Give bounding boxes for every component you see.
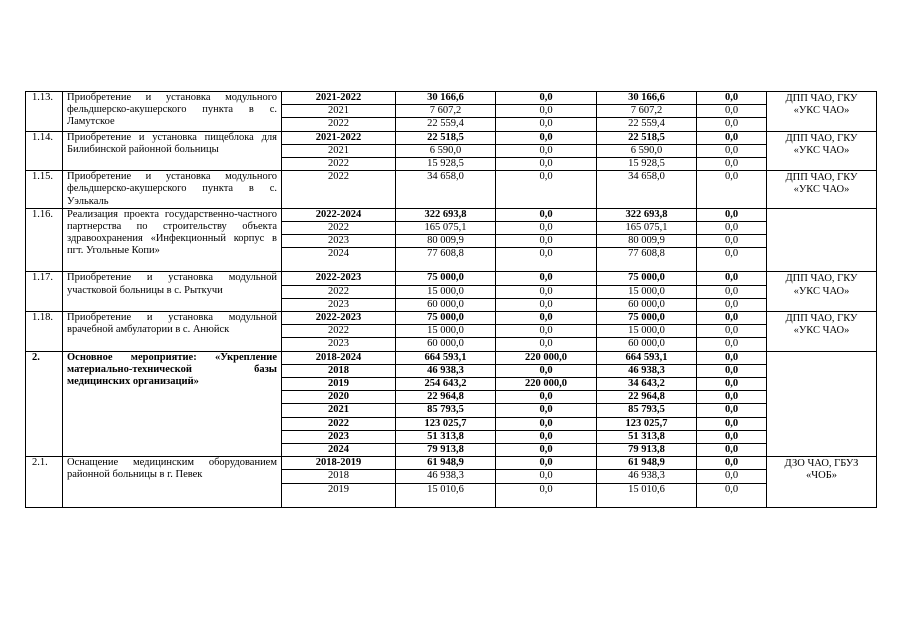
local-budget-cell: 0,0 xyxy=(697,483,767,507)
local-budget-cell: 0,0 xyxy=(697,285,767,298)
period-cell: 2019 xyxy=(282,378,396,391)
federal-budget-cell: 0,0 xyxy=(496,171,597,209)
regional-budget-cell: 6 590,0 xyxy=(597,144,697,157)
total-cell: 6 590,0 xyxy=(396,144,496,157)
total-cell: 15 000,0 xyxy=(396,325,496,338)
total-cell: 80 009,9 xyxy=(396,235,496,248)
table-row xyxy=(26,312,877,325)
period-cell: 2021-2022 xyxy=(282,131,396,144)
federal-budget-cell: 0,0 xyxy=(496,285,597,298)
total-cell: 77 608,8 xyxy=(396,248,496,272)
responsible-executor: ДПП ЧАО, ГКУ «УКС ЧАО» xyxy=(767,312,877,352)
total-cell: 15 010,6 xyxy=(396,483,496,507)
responsible-executor xyxy=(767,351,877,457)
local-budget-cell: 0,0 xyxy=(697,298,767,311)
regional-budget-cell: 322 693,8 xyxy=(597,208,697,221)
item-number: 1.13. xyxy=(26,92,63,132)
local-budget-cell: 0,0 xyxy=(697,378,767,391)
federal-budget-cell: 0,0 xyxy=(496,391,597,404)
regional-budget-cell: 85 793,5 xyxy=(597,404,697,417)
program-funding-table xyxy=(25,91,877,508)
regional-budget-cell: 60 000,0 xyxy=(597,338,697,351)
regional-budget-cell: 22 518,5 xyxy=(597,131,697,144)
total-cell: 22 518,5 xyxy=(396,131,496,144)
item-number: 1.17. xyxy=(26,272,63,312)
total-cell: 75 000,0 xyxy=(396,312,496,325)
total-cell: 60 000,0 xyxy=(396,338,496,351)
regional-budget-cell: 123 025,7 xyxy=(597,417,697,430)
federal-budget-cell: 220 000,0 xyxy=(496,351,597,364)
local-budget-cell: 0,0 xyxy=(697,158,767,171)
regional-budget-cell: 30 166,6 xyxy=(597,92,697,105)
period-cell: 2022 xyxy=(282,417,396,430)
responsible-executor: ДПП ЧАО, ГКУ «УКС ЧАО» xyxy=(767,272,877,312)
federal-budget-cell: 0,0 xyxy=(496,118,597,131)
period-cell: 2022 xyxy=(282,158,396,171)
federal-budget-cell: 0,0 xyxy=(496,158,597,171)
item-description: Приобретение и установка модульной врачебной амбулатории в с. Анюйск xyxy=(63,312,282,352)
regional-budget-cell: 46 938,3 xyxy=(597,364,697,377)
responsible-executor: ДПП ЧАО, ГКУ «УКС ЧАО» xyxy=(767,131,877,171)
item-description: Приобретение и установка пищеблока для Билибинской районной больницы xyxy=(63,131,282,171)
federal-budget-cell: 0,0 xyxy=(496,208,597,221)
table-row xyxy=(26,457,877,470)
regional-budget-cell: 61 948,9 xyxy=(597,457,697,470)
local-budget-cell: 0,0 xyxy=(697,338,767,351)
regional-budget-cell: 34 643,2 xyxy=(597,378,697,391)
responsible-executor: ДПП ЧАО, ГКУ «УКС ЧАО» xyxy=(767,171,877,209)
regional-budget-cell: 7 607,2 xyxy=(597,105,697,118)
regional-budget-cell: 15 000,0 xyxy=(597,285,697,298)
federal-budget-cell: 0,0 xyxy=(496,312,597,325)
federal-budget-cell: 0,0 xyxy=(496,470,597,483)
period-cell: 2022-2023 xyxy=(282,272,396,285)
local-budget-cell: 0,0 xyxy=(697,417,767,430)
period-cell: 2024 xyxy=(282,248,396,272)
total-cell: 30 166,6 xyxy=(396,92,496,105)
period-cell: 2022 xyxy=(282,285,396,298)
item-description: Приобретение и установка модульного фельдшерско-акушерского пункта в с. Ламутское xyxy=(63,92,282,132)
federal-budget-cell: 0,0 xyxy=(496,144,597,157)
item-description: Реализация проекта государственно-частного партнерства по строительству объекта здравоохранения «Инфекционный корпус в пгт. Угольные Копи» xyxy=(63,208,282,272)
period-cell: 2023 xyxy=(282,338,396,351)
item-number: 1.18. xyxy=(26,312,63,352)
regional-budget-cell: 80 009,9 xyxy=(597,235,697,248)
period-cell: 2022-2023 xyxy=(282,312,396,325)
responsible-executor: ДЗО ЧАО, ГБУЗ «ЧОБ» xyxy=(767,457,877,507)
total-cell: 60 000,0 xyxy=(396,298,496,311)
total-cell: 75 000,0 xyxy=(396,272,496,285)
local-budget-cell: 0,0 xyxy=(697,144,767,157)
local-budget-cell: 0,0 xyxy=(697,235,767,248)
federal-budget-cell: 0,0 xyxy=(496,105,597,118)
local-budget-cell: 0,0 xyxy=(697,325,767,338)
regional-budget-cell: 22 964,8 xyxy=(597,391,697,404)
regional-budget-cell: 75 000,0 xyxy=(597,272,697,285)
total-cell: 165 075,1 xyxy=(396,222,496,235)
federal-budget-cell: 0,0 xyxy=(496,444,597,457)
item-description: Приобретение и установка модульной участковой больницы в с. Рыткучи xyxy=(63,272,282,312)
total-cell: 15 000,0 xyxy=(396,285,496,298)
regional-budget-cell: 15 010,6 xyxy=(597,483,697,507)
total-cell: 61 948,9 xyxy=(396,457,496,470)
regional-budget-cell: 46 938,3 xyxy=(597,470,697,483)
table-row xyxy=(26,131,877,144)
period-cell: 2024 xyxy=(282,444,396,457)
local-budget-cell: 0,0 xyxy=(697,444,767,457)
table-row xyxy=(26,92,877,105)
item-number: 1.15. xyxy=(26,171,63,209)
item-number: 1.16. xyxy=(26,208,63,272)
local-budget-cell: 0,0 xyxy=(697,92,767,105)
federal-budget-cell: 0,0 xyxy=(496,417,597,430)
local-budget-cell: 0,0 xyxy=(697,105,767,118)
total-cell: 51 313,8 xyxy=(396,430,496,443)
period-cell: 2023 xyxy=(282,298,396,311)
local-budget-cell: 0,0 xyxy=(697,391,767,404)
item-description: Приобретение и установка модульного фельдшерско-акушерского пункта в с. Уэлькаль xyxy=(63,171,282,209)
federal-budget-cell: 0,0 xyxy=(496,338,597,351)
total-cell: 22 559,4 xyxy=(396,118,496,131)
item-number: 1.14. xyxy=(26,131,63,171)
period-cell: 2022-2024 xyxy=(282,208,396,221)
federal-budget-cell: 0,0 xyxy=(496,272,597,285)
local-budget-cell: 0,0 xyxy=(697,430,767,443)
period-cell: 2018-2019 xyxy=(282,457,396,470)
regional-budget-cell: 77 608,8 xyxy=(597,248,697,272)
period-cell: 2021 xyxy=(282,144,396,157)
total-cell: 254 643,2 xyxy=(396,378,496,391)
regional-budget-cell: 79 913,8 xyxy=(597,444,697,457)
regional-budget-cell: 22 559,4 xyxy=(597,118,697,131)
total-cell: 34 658,0 xyxy=(396,171,496,209)
item-number: 2. xyxy=(26,351,63,457)
table-row xyxy=(26,351,877,364)
federal-budget-cell: 0,0 xyxy=(496,404,597,417)
regional-budget-cell: 15 928,5 xyxy=(597,158,697,171)
federal-budget-cell: 0,0 xyxy=(496,457,597,470)
local-budget-cell: 0,0 xyxy=(697,364,767,377)
period-cell: 2019 xyxy=(282,483,396,507)
period-cell: 2023 xyxy=(282,235,396,248)
period-cell: 2018 xyxy=(282,364,396,377)
federal-budget-cell: 220 000,0 xyxy=(496,378,597,391)
federal-budget-cell: 0,0 xyxy=(496,483,597,507)
local-budget-cell: 0,0 xyxy=(697,131,767,144)
item-number: 2.1. xyxy=(26,457,63,507)
period-cell: 2018-2024 xyxy=(282,351,396,364)
regional-budget-cell: 15 000,0 xyxy=(597,325,697,338)
total-cell: 123 025,7 xyxy=(396,417,496,430)
table-row xyxy=(26,171,877,209)
period-cell: 2022 xyxy=(282,118,396,131)
federal-budget-cell: 0,0 xyxy=(496,222,597,235)
federal-budget-cell: 0,0 xyxy=(496,235,597,248)
local-budget-cell: 0,0 xyxy=(697,404,767,417)
local-budget-cell: 0,0 xyxy=(697,208,767,221)
period-cell: 2020 xyxy=(282,391,396,404)
total-cell: 322 693,8 xyxy=(396,208,496,221)
responsible-executor: ДПП ЧАО, ГКУ «УКС ЧАО» xyxy=(767,92,877,132)
period-cell: 2021 xyxy=(282,105,396,118)
regional-budget-cell: 75 000,0 xyxy=(597,312,697,325)
total-cell: 664 593,1 xyxy=(396,351,496,364)
item-description: Оснащение медицинским оборудованием районной больницы в г. Певек xyxy=(63,457,282,507)
period-cell: 2021-2022 xyxy=(282,92,396,105)
local-budget-cell: 0,0 xyxy=(697,351,767,364)
federal-budget-cell: 0,0 xyxy=(496,430,597,443)
total-cell: 85 793,5 xyxy=(396,404,496,417)
regional-budget-cell: 34 658,0 xyxy=(597,171,697,209)
regional-budget-cell: 165 075,1 xyxy=(597,222,697,235)
table-row xyxy=(26,272,877,285)
item-description: Основное мероприятие: «Укрепление материально-технической базы медицинских организаций» xyxy=(63,351,282,457)
federal-budget-cell: 0,0 xyxy=(496,364,597,377)
responsible-executor xyxy=(767,208,877,272)
federal-budget-cell: 0,0 xyxy=(496,131,597,144)
period-cell: 2023 xyxy=(282,430,396,443)
local-budget-cell: 0,0 xyxy=(697,312,767,325)
total-cell: 46 938,3 xyxy=(396,470,496,483)
regional-budget-cell: 664 593,1 xyxy=(597,351,697,364)
local-budget-cell: 0,0 xyxy=(697,222,767,235)
total-cell: 79 913,8 xyxy=(396,444,496,457)
period-cell: 2022 xyxy=(282,171,396,209)
total-cell: 46 938,3 xyxy=(396,364,496,377)
total-cell: 22 964,8 xyxy=(396,391,496,404)
federal-budget-cell: 0,0 xyxy=(496,92,597,105)
regional-budget-cell: 51 313,8 xyxy=(597,430,697,443)
local-budget-cell: 0,0 xyxy=(697,457,767,470)
local-budget-cell: 0,0 xyxy=(697,272,767,285)
federal-budget-cell: 0,0 xyxy=(496,298,597,311)
regional-budget-cell: 60 000,0 xyxy=(597,298,697,311)
table-row xyxy=(26,208,877,221)
local-budget-cell: 0,0 xyxy=(697,470,767,483)
period-cell: 2022 xyxy=(282,325,396,338)
local-budget-cell: 0,0 xyxy=(697,248,767,272)
total-cell: 15 928,5 xyxy=(396,158,496,171)
federal-budget-cell: 0,0 xyxy=(496,248,597,272)
period-cell: 2021 xyxy=(282,404,396,417)
period-cell: 2018 xyxy=(282,470,396,483)
local-budget-cell: 0,0 xyxy=(697,171,767,209)
federal-budget-cell: 0,0 xyxy=(496,325,597,338)
total-cell: 7 607,2 xyxy=(396,105,496,118)
period-cell: 2022 xyxy=(282,222,396,235)
local-budget-cell: 0,0 xyxy=(697,118,767,131)
